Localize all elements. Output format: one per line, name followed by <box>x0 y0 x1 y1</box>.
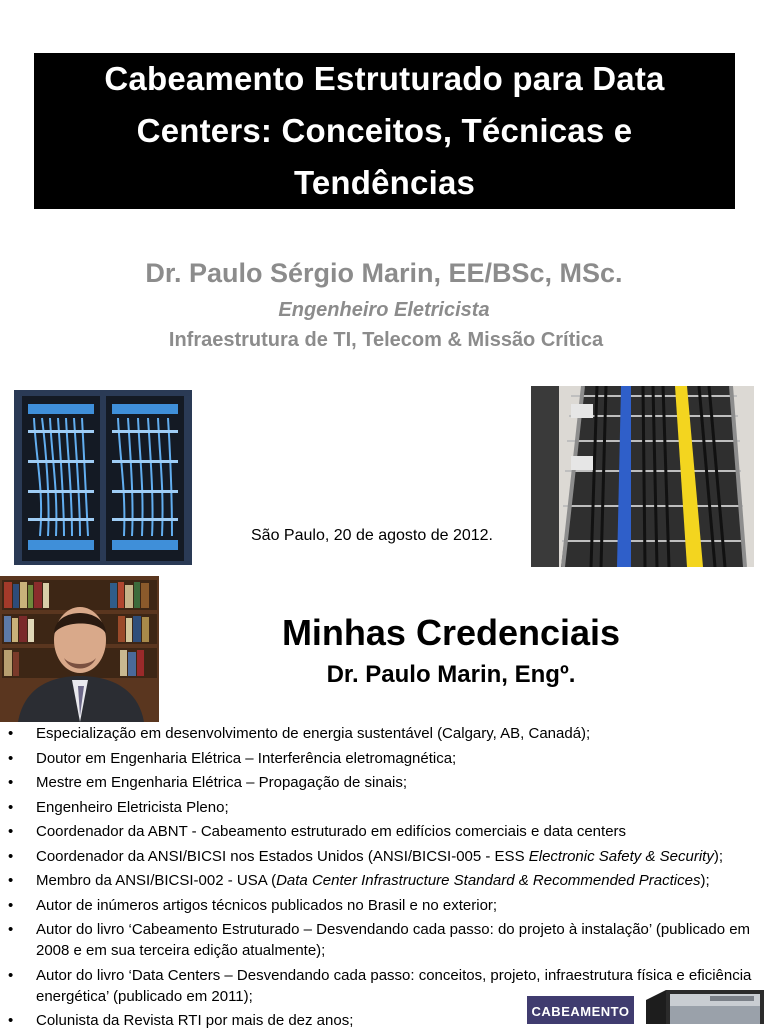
credential-text: Autor do livro ‘Data Centers – Desvendando cada passo: conceitos, projeto, infraestrutura física e eficiência energética’ (publicado em 2011); <box>36 966 752 1005</box>
credential-item <box>8 748 768 769</box>
credential-text-end: ); <box>713 847 723 865</box>
cable-tray-photo <box>531 386 754 567</box>
credential-item <box>8 797 768 818</box>
credential-item <box>8 895 768 916</box>
credential-italic-text: Electronic Safety & Security <box>528 847 714 865</box>
network-rack-photo <box>14 390 192 565</box>
author-name: Dr. Paulo Sérgio Marin, EE/BSc, MSc. <box>145 258 623 288</box>
author-role: Engenheiro Eletricista <box>278 299 490 321</box>
credentials-subtitle: Dr. Paulo Marin, Engº. <box>326 661 576 688</box>
credentials-title: Minhas Credenciais <box>281 612 621 653</box>
credential-text: Especialização em desenvolvimento de energia sustentável (Calgary, AB, Canadá); <box>36 725 591 742</box>
credential-text: Colunista da Revista RTI por mais de dez anos; <box>36 1012 354 1029</box>
credential-item <box>8 821 768 842</box>
bullet-icon: • <box>8 872 14 889</box>
credential-text: Autor de inúmeros artigos técnicos publicados no Brasil e no exterior; <box>36 896 498 914</box>
credential-text-end: ); <box>700 872 710 889</box>
credential-text: Membro da ANSI/BICSI-002 - USA ( <box>36 872 277 889</box>
credential-italic-text: Data Center Infrastructure Standard & Recommended Practices <box>276 872 701 889</box>
bullet-icon: • <box>8 823 14 840</box>
book-cover-cabeamento <box>527 996 634 1024</box>
bullet-icon: • <box>8 966 14 984</box>
credential-item <box>8 772 768 793</box>
title-box <box>34 53 735 209</box>
credential-item <box>8 846 768 867</box>
credential-text: Engenheiro Eletricista Pleno; <box>36 798 229 816</box>
author-portrait-photo <box>0 576 159 722</box>
bullet-icon: • <box>8 847 14 865</box>
credential-text: Coordenador da ABNT - Cabeamento estruturado em edifícios comerciais e data centers <box>36 823 627 840</box>
credential-text: Coordenador da ANSI/BICSI nos Estados Unidos (ANSI/BICSI-005 - ESS <box>36 847 529 865</box>
credential-text: Autor do livro ‘Cabeamento Estruturado – Desvendando cada passo: do projeto à instalação’ (publicado em 2008 e em sua terceira edição atualmente); <box>36 921 751 959</box>
credential-item <box>8 870 768 891</box>
presentation-title: Cabeamento Estruturado para Data Centers: Conceitos, Técnicas e Tendências <box>104 60 665 201</box>
credential-item <box>8 723 768 744</box>
credential-text: Mestre em Engenharia Elétrica – Propagação de sinais; <box>36 774 408 791</box>
book-cover-title: CABEAMENTO <box>531 1004 630 1019</box>
bullet-icon: • <box>8 921 14 938</box>
book-cover-data-centers <box>646 986 764 1024</box>
bullet-icon: • <box>8 725 14 742</box>
author-area: Infraestrutura de TI, Telecom & Missão Crítica <box>168 329 604 351</box>
credential-text: Doutor em Engenharia Elétrica – Interferência eletromagnética; <box>36 749 457 767</box>
bullet-icon: • <box>8 749 14 767</box>
bullet-icon: • <box>8 798 14 816</box>
date-line: São Paulo, 20 de agosto de 2012. <box>251 527 493 544</box>
bullet-icon: • <box>8 1012 14 1029</box>
bullet-icon: • <box>8 774 14 791</box>
credential-item <box>8 919 768 961</box>
bullet-icon: • <box>8 896 14 914</box>
